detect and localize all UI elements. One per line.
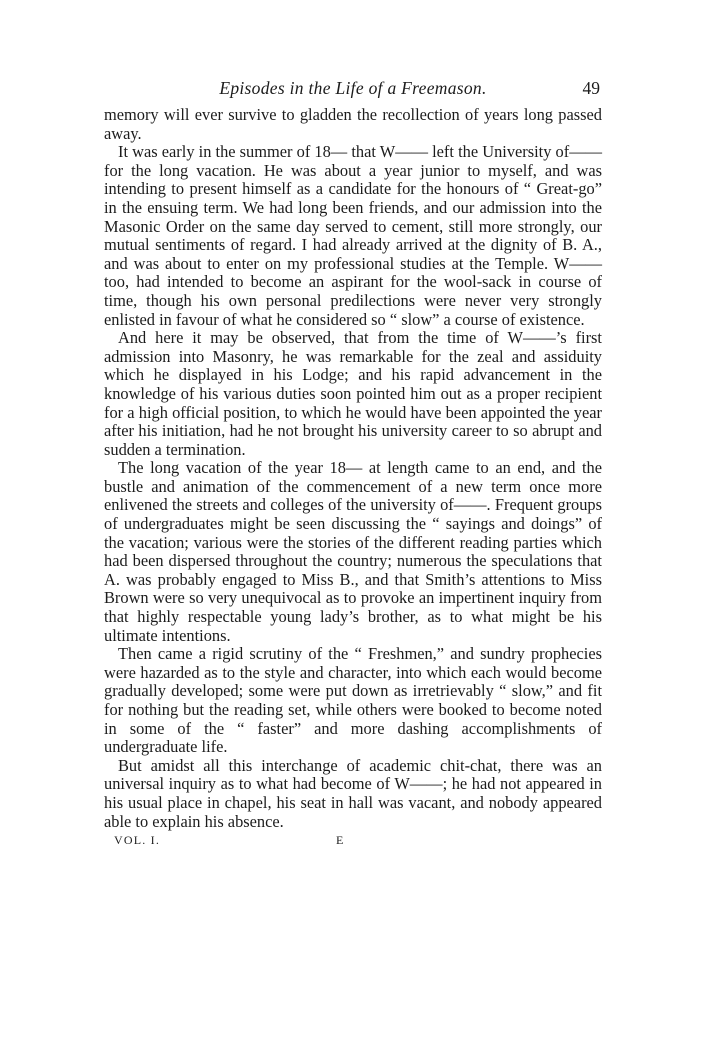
page-number: 49 — [582, 78, 600, 98]
paragraph-6: But amidst all this interchange of academic chit-chat, there was an universal inquiry as to what had become of W——; he had not appeared in his usual place in chapel, his seat in hall was vacant, and nobody appeared able to explain his absence. — [104, 755, 602, 831]
paragraph-5: Then came a rigid scrutiny of the “ Freshmen,” and sundry prophecies were hazarded as to the style and character, into which each would become gradually developed; some were put down as irretrievably “ slow,” and fit for nothing but the reading set, while others were booked to become noted in some of the “ faster” and more dashing accomplishments of undergraduate life. — [104, 644, 602, 757]
signature-mark: E — [336, 833, 345, 848]
paragraph-2: It was early in the summer of 18— that W—— left the University of—— for the long vacation. He was about a year junior to myself, and was intending to present himself as a candidate for the honours of “ Great-go” in the ensuing term. We had long been friends, and our admission into the Masonic Order on the same day served to cement, still more strongly, our mutual sentiments of regard. I had already arrived at the dignity of B. A., and was about to enter on my professional studies at the Temple. W—— too, had intended to become an aspirant for the wool-sack in course of time, though his own personal predilections were never very strongly enlisted in favour of what he considered so “ slow” a course of existence. — [104, 142, 602, 329]
paragraph-3: And here it may be observed, that from the time of W——’s first admission into Masonry, he was remarkable for the zeal and assiduity which he displayed in his Lodge; and his rapid advancement in the knowledge of his various duties soon pointed him out as a proper recipient for a high official position, to which he would have been appointed the year after his initiation, had he not brought his university career to so abrupt and sudden a termination. — [104, 328, 602, 459]
paragraph-1: memory will ever survive to gladden the recollection of years long passed away. — [104, 105, 602, 143]
volume-mark: VOL. I. — [114, 833, 161, 848]
paragraph-4: The long vacation of the year 18— at length came to an end, and the bustle and animation of the commencement of a new term once more enlivened the streets and colleges of the university of——. Frequent groups of undergraduates might be seen discussing the “ sayings and doings” of the vacation; various were the stories of the different reading parties which had been dispersed throughout the country; numerous the speculations that A. was probably engaged to Miss B., and that Smith’s attentions to Miss Brown were so very unequivocal as to provoke an impertinent inquiry from that highly respectable young lady’s brother, as to what might be his ultimate intentions. — [104, 458, 602, 645]
body-text — [104, 106, 602, 831]
page-footer — [104, 833, 602, 853]
page-header — [104, 78, 602, 106]
running-title: Episodes in the Life of a Freemason. — [219, 78, 487, 98]
book-page — [104, 78, 602, 853]
